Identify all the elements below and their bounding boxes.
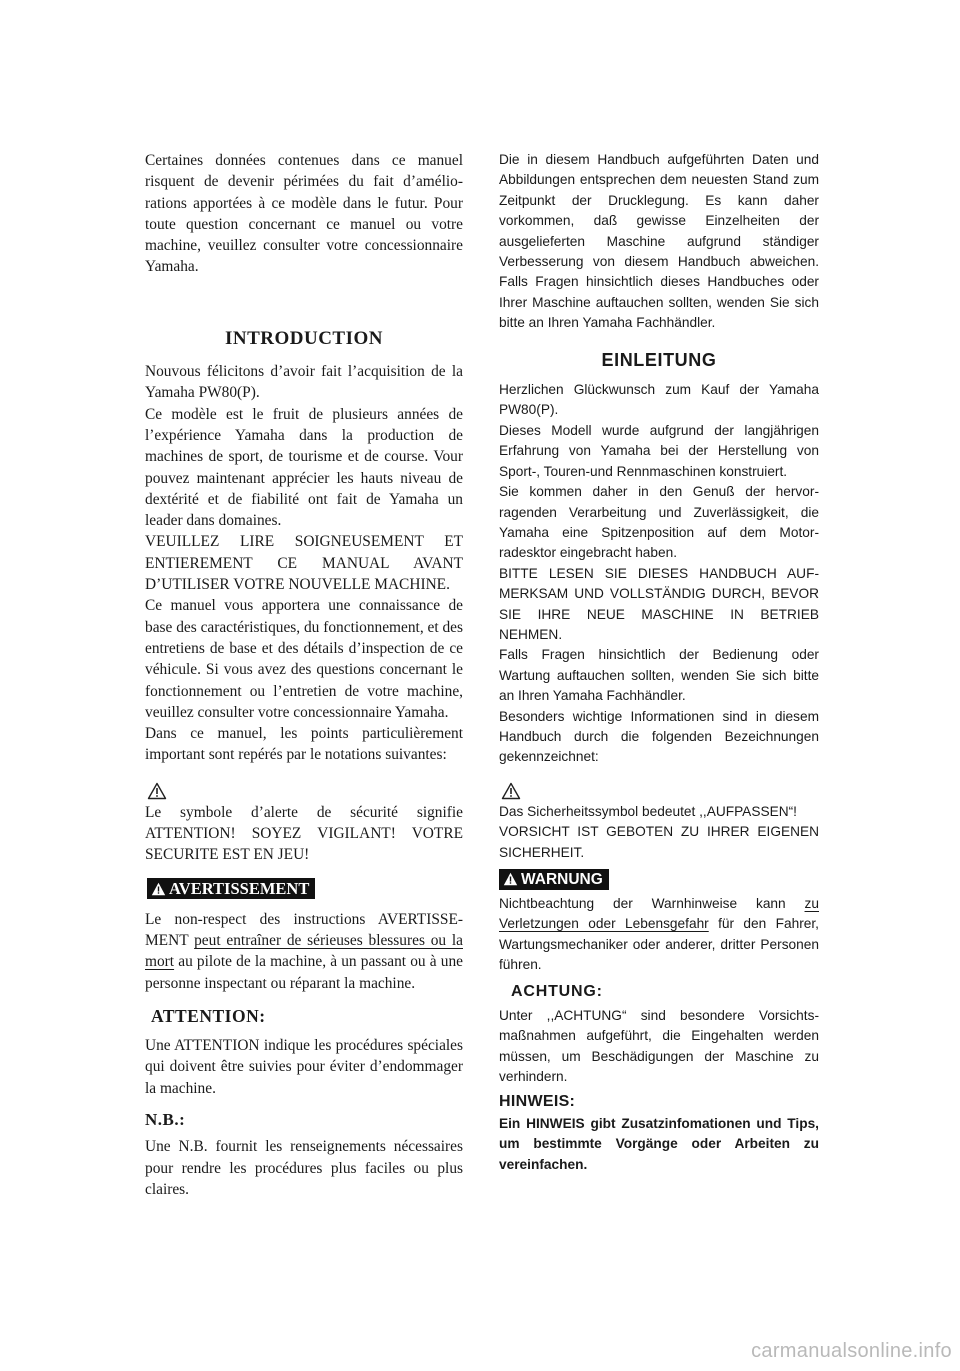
de-warning-underlined: zu Verletzungen oder Lebensgefahr: [499, 896, 819, 932]
de-intro-paragraph: Die in diesem Handbuch aufgeführten Daten und Abbildungen entsprechen dem neuesten Stand zum Zeitpunkt der Drucklegung. Es kann daher vorkommen, daß gewisse Einzelheiten der ausgelieferten Maschine aufgrund ständiger Verbesserung von diesem Handbuch abweichen. Falls Fragen hinsichtlich dieses Handbuches oder Ihrer Maschine auftauchen sollten, wenden Sie sich bitte an Ihren Yamaha Fachhändler.: [499, 152, 819, 331]
fr-intro-paragraph: Certaines données contenues dans ce manuel risquent de devenir périmées du fait d’améliorations apportées à ce modèle dans le futur. Pour toute question concernant ce manuel ou votre machine, veuillez consulter votre concessionnaire Yamaha.: [145, 152, 463, 276]
fr-warning-post: au pilote de la machine, à un passant ou à une personne inspectant ou réparant la machine.: [145, 953, 463, 992]
fr-paragraph-5: Dans ce manuel, les points particulièrement important sont repérés par le notations suivantes:: [145, 725, 463, 764]
fr-paragraph-3: VEUILLEZ LIRE SOIGNEUSEMENT ET ENTIEREMENT CE MANUAL AVANT D’UTILISER VOTRE NOUVELLE MACHINE.: [145, 533, 463, 594]
fr-caution-heading: ATTENTION:: [151, 1005, 266, 1026]
fr-note-heading: N.B.:: [145, 1109, 186, 1129]
fr-warning-badge: [147, 878, 315, 899]
de-warning-label: WARNUNG: [521, 871, 603, 888]
de-caution-heading: ACHTUNG:: [511, 982, 603, 1000]
watermark: carmanualsonline.info: [751, 1340, 952, 1362]
de-note-text: Ein HINWEIS gibt Zusatzinfomationen und Tips, um bestimmte Vorgänge oder Arbeiten zu vereinfachen.: [499, 1116, 819, 1172]
safety-alert-icon: [147, 782, 167, 800]
fr-paragraph-2: Ce modèle est le fruit de plusieurs années de l’expérience Yamaha dans la production de machines de sport, de tourisme et de course. Vour pouvez maintenant apprécier les hauts niveau de dextérité et de fiabilité ont fait de Yamaha un leader dans domaines.: [145, 405, 463, 530]
fr-warning-pre: Le non-respect des instructions AVERTISSEMENT: [145, 910, 463, 949]
fr-warning-underlined: peut entraîner de sérieuses blessures ou la mort: [145, 931, 463, 971]
de-paragraph-4: BITTE LESEN SIE DIESES HANDBUCH AUFMERKSAM UND VOLLSTÄNDIG DURCH, BEVOR SIE IHRE NEUE MASCHINE IN BETRIEB NEHMEN.: [499, 565, 819, 642]
de-warning-text: [499, 894, 819, 976]
de-paragraph-1: Herzlichen Glückwunsch zum Kauf der Yamaha PW80(P).: [499, 382, 819, 418]
de-note-heading: HINWEIS:: [499, 1092, 576, 1110]
german-column: [499, 150, 819, 1175]
de-paragraph-6: Besonders wichtige Informationen sind in diesem Handbuch durch die folgenden Bezeichnungen gekennzeichnet:: [499, 708, 819, 765]
warning-triangle-icon: [151, 882, 166, 896]
de-warning-badge: [499, 869, 609, 890]
de-alert-text-2: VORSICHT IST GEBOTEN ZU IHRER EIGENEN SICHERHEIT.: [499, 824, 819, 860]
de-warning-pre: Nichtbeachtung der Warnhinweise kann: [499, 896, 805, 911]
de-paragraph-5: Falls Fragen hinsichtlich der Bedienung oder Wartung auftauchen sollten, wenden Sie sich bitte an Ihren Yamaha Fachhändler.: [499, 647, 819, 704]
warning-triangle-icon: [503, 872, 518, 886]
fr-section-heading: INTRODUCTION: [224, 327, 384, 349]
fr-warning-label: AVERTISSEMENT: [169, 878, 310, 898]
de-section-heading: EINLEITUNG: [601, 349, 717, 370]
de-paragraph-2: Dieses Modell wurde aufgrund der langjährigen Erfahrung von Yamaha bei der Herstellung von Sport-, Touren-und Rennmaschinen konstruiert.: [499, 422, 819, 479]
fr-alert-text: Le symbole d’alerte de sécurité signifie ATTENTION! SOYEZ VIGILANT! VOTRE SECURITE EST EN JEU!: [145, 803, 463, 864]
fr-paragraph-4: Ce manuel vous apportera une connaissance de base des caractéristiques, du fonctionnement, et des entretiens de base et des détails d’inspection de ce véhicule. Si vous avez des questions concernant le fonctionnement ou l’entretien de votre machine, veuillez consulter votre concessionnaire Yamaha.: [145, 597, 463, 721]
fr-paragraph-1: Nouvous félicitons d’avoir fait l’acquisition de la Yamaha PW80(P).: [145, 363, 463, 402]
french-column: [145, 150, 463, 1200]
de-paragraph-3: Sie kommen daher in den Genuß der hervorragenden Verarbeitung und Zuverlässigkeit, die Yamaha eine Spitzenposition auf dem Motorradesktor eingebracht haben.: [499, 484, 819, 561]
de-alert-text: Das Sicherheitssymbol bedeutet ,,AUFPASSEN“!: [499, 803, 797, 819]
safety-alert-icon: [501, 782, 521, 800]
fr-caution-text: Une ATTENTION indique les procédures spéciales qui doivent être suivies pour éviter d’endommager la machine.: [145, 1037, 463, 1097]
fr-note-text: Une N.B. fournit les renseignements nécessaires pour rendre les procédures plus faciles ou plus claires.: [145, 1138, 463, 1198]
de-warning-post: für den Fahrer, Wartungsmechaniker oder anderer, dritter Personen führen.: [499, 916, 819, 973]
fr-warning-text: [145, 909, 463, 994]
de-caution-text: Unter ,,ACHTUNG“ sind besondere Vorsichtsmaßnahmen aufgeführt, die Eingehalten werden müssen, um Beschädigungen der Maschine zu verhindern.: [499, 1008, 819, 1085]
